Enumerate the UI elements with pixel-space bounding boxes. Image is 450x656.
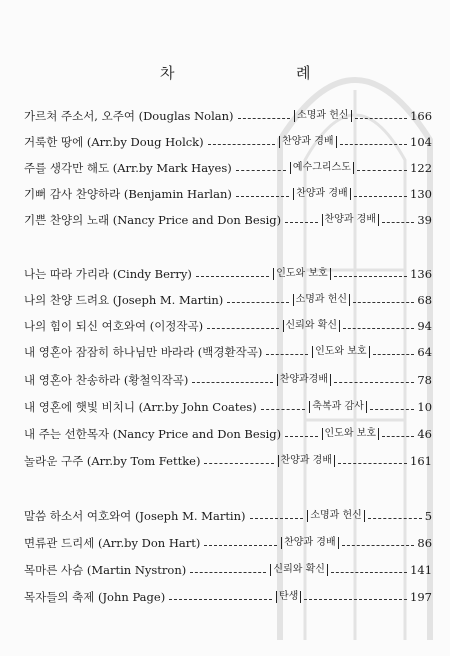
entry-page: 130 (410, 187, 432, 201)
entry-title: 나의 찬양 드려요 (Joseph M. Martin) (24, 293, 224, 307)
entry-category: 찬양과 경배 (279, 136, 336, 148)
entry-page: 161 (410, 454, 432, 468)
entry-title: 말씀 하소서 여호와여 (Joseph M. Martin) (24, 509, 246, 523)
entry-category: 탄생 (276, 591, 301, 603)
toc-entry (24, 106, 432, 126)
entry-title: 내 주는 선한목자 (Nancy Price and Don Besig) (24, 427, 282, 441)
entry-title: 나는 따라 가리라 (Cindy Berry) (24, 267, 192, 281)
dot-leader (382, 222, 414, 223)
entry-page: 197 (410, 590, 432, 604)
dot-leader (204, 463, 273, 464)
entry-title: 내 영혼에 햇빛 비치니 (Arr.by John Coates) (24, 400, 257, 414)
entry-category: 찬양과 경배 (322, 214, 379, 226)
dot-leader (285, 222, 317, 223)
entry-page: 104 (410, 135, 432, 149)
entry-page: 5 (424, 509, 433, 523)
toc-entry (24, 316, 432, 336)
dot-leader (266, 354, 308, 355)
toc-entry (24, 533, 432, 553)
entry-page: 141 (410, 563, 433, 577)
toc-entry (24, 560, 432, 580)
entry-page: 86 (417, 536, 433, 550)
toc-entry (24, 132, 432, 152)
dot-leader (250, 518, 304, 519)
dot-leader (285, 436, 317, 437)
toc-entry (24, 210, 432, 230)
toc-entry (24, 264, 432, 284)
entry-category: 축복과 감사 (309, 401, 366, 413)
title-char-2: 례 (296, 64, 313, 82)
entry-category: 찬양과경배 (277, 374, 331, 386)
dot-leader (340, 144, 407, 145)
entry-title: 놀라운 구주 (Arr.by Tom Fettke) (24, 454, 201, 468)
entry-title: 가르쳐 주소서, 오주여 (Douglas Nolan) (24, 109, 234, 123)
toc-entry (24, 158, 432, 178)
dot-leader (357, 170, 407, 171)
entry-title: 주를 생각만 해도 (Arr.by Mark Hayes) (24, 161, 232, 175)
entry-title: 거룩한 땅에 (Arr.by Doug Holck) (24, 135, 204, 149)
entry-category: 신뢰와 확신 (283, 320, 340, 332)
entry-category: 인도와 보호 (312, 346, 369, 358)
dot-leader (334, 382, 414, 383)
dot-leader (334, 276, 407, 277)
entry-page: 122 (410, 161, 433, 175)
entry-category: 소명과 헌신 (294, 110, 351, 122)
entry-category: 소명과 헌신 (293, 294, 350, 306)
dot-leader (169, 599, 272, 600)
dot-leader (370, 409, 415, 410)
entry-title: 면류관 드리세 (Arr.by Don Hart) (24, 536, 201, 550)
dot-leader (331, 572, 407, 573)
entry-page: 68 (417, 293, 433, 307)
dot-leader (192, 382, 272, 383)
entry-title: 목자들의 축제 (John Page) (24, 590, 166, 604)
dot-leader (354, 196, 407, 197)
entry-page: 136 (410, 267, 433, 281)
dot-leader (382, 436, 414, 437)
toc-entry (24, 397, 432, 417)
dot-leader (338, 463, 407, 464)
entry-page: 39 (417, 213, 432, 227)
dot-leader (304, 599, 407, 600)
entry-page: 78 (417, 373, 432, 387)
entry-page: 64 (417, 345, 433, 359)
entry-title: 목마른 사슴 (Martin Nystron) (24, 563, 187, 577)
toc-entry (24, 342, 432, 362)
dot-leader (261, 409, 306, 410)
dot-leader (190, 572, 266, 573)
entry-category: 예수그리스도 (290, 162, 354, 174)
entry-page: 166 (410, 109, 433, 123)
entry-category: 신뢰와 확신 (270, 564, 327, 576)
dot-leader (238, 118, 291, 119)
entry-title: 내 영혼아 잠잠히 하나님만 바라라 (백경환작곡) (24, 345, 263, 359)
entry-page: 46 (417, 427, 432, 441)
dot-leader (204, 545, 277, 546)
entry-category: 찬양과 경배 (281, 537, 338, 549)
dot-leader (207, 328, 278, 329)
dot-leader (353, 302, 414, 303)
dot-leader (208, 144, 275, 145)
dot-leader (355, 118, 408, 119)
title-char-1: 차 (160, 64, 177, 82)
entry-page: 94 (417, 319, 432, 333)
dot-leader (343, 328, 414, 329)
dot-leader (236, 196, 289, 197)
toc-entry (24, 587, 432, 607)
toc-entry (24, 184, 432, 204)
entry-title: 내 영혼아 찬송하라 (황철익작곡) (24, 373, 189, 387)
entry-title: 기뻐 감사 찬양하라 (Benjamin Harlan) (24, 187, 232, 201)
toc-entry (24, 370, 432, 390)
entry-title: 기쁜 찬양의 노래 (Nancy Price and Don Besig) (24, 213, 282, 227)
toc-entry (24, 506, 432, 526)
entry-title: 나의 힘이 되신 여호와여 (이정작곡) (24, 319, 204, 333)
entry-category: 소명과 헌신 (307, 510, 364, 522)
dot-leader (373, 354, 415, 355)
entry-page: 10 (417, 400, 433, 414)
entry-category: 인도와 보호 (273, 268, 330, 280)
toc-entry (24, 451, 432, 471)
entry-category: 인도와 보호 (322, 428, 379, 440)
entry-category: 찬양과 경배 (278, 455, 335, 467)
dot-leader (368, 518, 422, 519)
toc-entry (24, 290, 432, 310)
entry-category: 찬양과 경배 (293, 188, 350, 200)
dot-leader (342, 545, 415, 546)
dot-leader (236, 170, 286, 171)
toc-entry (24, 424, 432, 444)
dot-leader (227, 302, 288, 303)
dot-leader (196, 276, 269, 277)
